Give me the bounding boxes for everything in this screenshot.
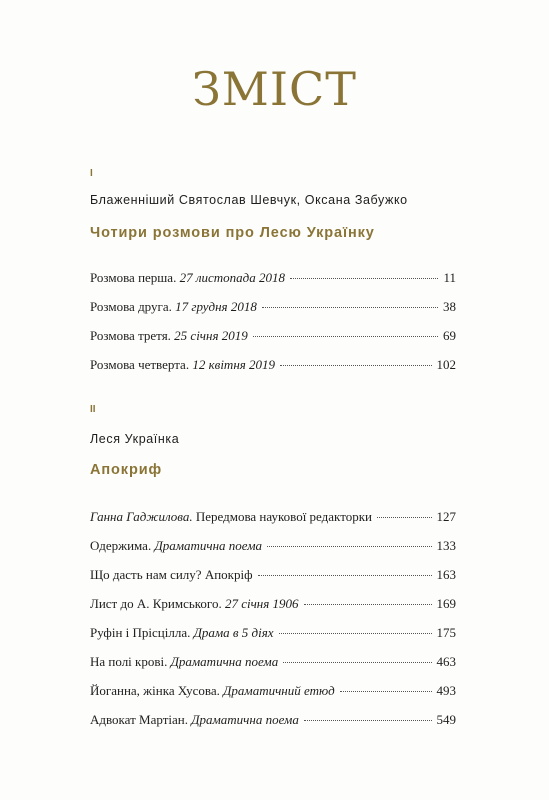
section-subtitle: Апокриф [90,462,163,478]
entry-title: Одержима. [90,538,152,553]
dot-leader [267,546,431,547]
dot-leader [279,633,432,634]
page-number: 127 [436,509,456,524]
entry-title: Розмова четверта. [90,357,190,372]
entry-subtitle: Драма в 5 діях [193,625,274,640]
section-number: I [90,168,93,179]
entry-title: Розмова перша. [90,270,177,285]
dot-leader [258,575,432,576]
page-number: 133 [436,538,456,553]
dot-leader [253,336,438,337]
page-number: 102 [436,357,456,372]
page-number: 169 [436,596,456,611]
section-subtitle: Чотири розмови про Лесю Українку [90,225,375,241]
entry-subtitle: Драматична поема [191,712,299,727]
page-number: 163 [436,567,456,582]
page-number: 493 [436,683,456,698]
entry-title: Ганна Гаджилова. [90,509,193,524]
entry-title: Адвокат Мартіан. [90,712,188,727]
page-number: 38 [443,299,456,314]
toc-entry[interactable] [90,567,456,583]
page-number: 11 [443,270,456,285]
toc-entry[interactable] [90,683,456,699]
entry-title: Що дасть нам силу? Апокріф [90,567,253,582]
page-number: 463 [436,654,456,669]
dot-leader [304,720,432,721]
dot-leader [340,691,432,692]
page-number: 549 [436,712,456,727]
entry-title: На полі крові. [90,654,168,669]
section-authors: Леся Українка [90,432,180,446]
entry-subtitle: Драматичний етюд [223,683,335,698]
section-authors: Блаженніший Святослав Шевчук, Оксана Забужко [90,193,408,207]
entry-title: Лист до А. Кримського. [90,596,222,611]
toc-entry[interactable] [90,712,456,728]
page-number: 69 [443,328,456,343]
entry-title: Руфін і Прісцілла. [90,625,191,640]
toc-entry[interactable] [90,596,456,612]
dot-leader [377,517,432,518]
toc-entry[interactable] [90,270,456,286]
entry-subtitle: 12 квітня 2019 [192,357,276,372]
section-number: II [90,404,96,415]
entry-subtitle: 27 січня 1906 [224,596,299,611]
page-number: 175 [436,625,456,640]
toc-entry[interactable] [90,357,456,373]
toc-entry[interactable] [90,299,456,315]
entry-title: Йоганна, жінка Хусова. [90,683,220,698]
dot-leader [280,365,431,366]
dot-leader [262,307,438,308]
toc-entry[interactable] [90,625,456,641]
entry-subtitle: 17 грудня 2018 [175,299,257,314]
toc-entry[interactable] [90,654,456,670]
entry-subtitle: 25 січня 2019 [174,328,248,343]
entry-title: Розмова друга. [90,299,172,314]
dot-leader [290,278,438,279]
page-title: ЗМІСТ [192,62,357,116]
toc-entry[interactable] [90,509,456,525]
toc-entry[interactable] [90,538,456,554]
dot-leader [304,604,432,605]
entry-subtitle: Драматична поема [170,654,279,669]
toc-entry[interactable] [90,328,456,344]
entry-subtitle: Передмова наукової редакторки [195,509,372,524]
entry-title: Розмова третя. [90,328,171,343]
dot-leader [283,662,431,663]
entry-subtitle: Драматична поема [154,538,263,553]
entry-subtitle: 27 листопада 2018 [179,270,285,285]
